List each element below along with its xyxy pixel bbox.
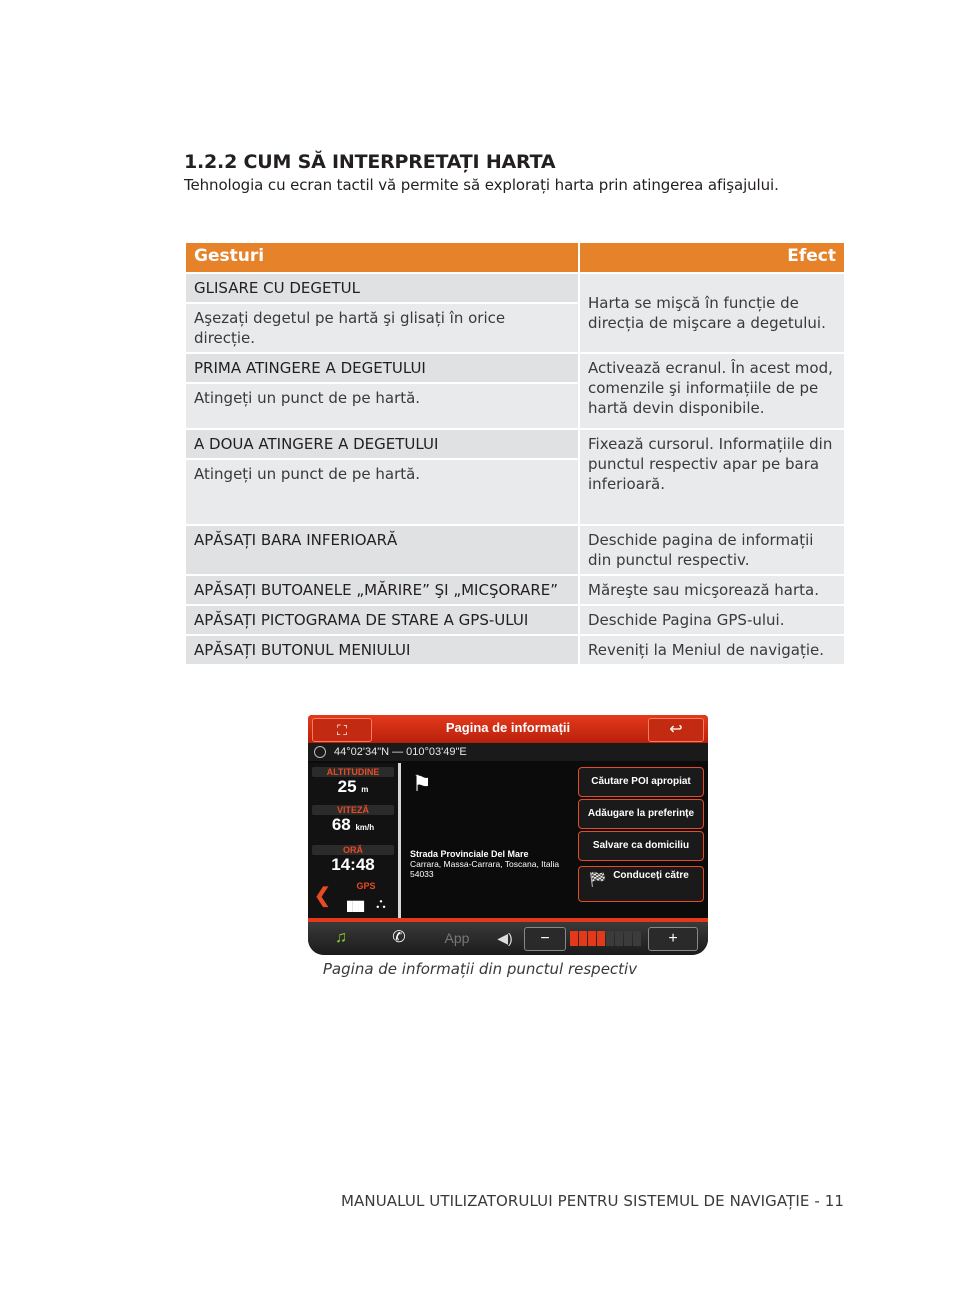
- gesture-name: APĂSAȚI BUTOANELE „MĂRIRE” ŞI „MICŞORARE”: [185, 575, 579, 605]
- header-gesture: Gesturi: [185, 242, 579, 273]
- section-heading: 1.2.2 CUM SĂ INTERPRETAȚI HARTA: [184, 151, 556, 173]
- time-stat: [312, 845, 394, 875]
- coordinates-text: 44°02'34"N — 010°03'49"E: [334, 746, 467, 758]
- table-row: [185, 353, 845, 383]
- map-icon: ⛶: [337, 722, 347, 738]
- gesture-description: Atingeți un punct de pe hartă.: [185, 383, 579, 429]
- phone-button[interactable]: [374, 927, 424, 949]
- screen-top-bar: [308, 715, 708, 743]
- gesture-name: APĂSAȚI BUTONUL MENIULUI: [185, 635, 579, 665]
- gesture-name: A DOUA ATINGERE A DEGETULUI: [185, 429, 579, 459]
- info-page-screenshot: [308, 715, 708, 955]
- section-intro: Tehnologia cu ecran tactil vă permite să explorați harta prin atingerea afişajului.: [184, 176, 779, 194]
- time-value: 14:48: [331, 855, 375, 874]
- phone-icon: ✆: [392, 929, 406, 946]
- volume-segment: [606, 931, 614, 946]
- altitude-stat: [312, 767, 394, 800]
- gesture-name: PRIMA ATINGERE A DEGETULUI: [185, 353, 579, 383]
- gesture-effect: Activează ecranul. În acest mod, comenzile şi informațiile de pe hartă devin disponibile.: [579, 353, 845, 429]
- gesture-name: GLISARE CU DEGETUL: [185, 273, 579, 303]
- table-header-row: [185, 242, 845, 273]
- gps-target-icon: [314, 746, 326, 758]
- search-poi-button[interactable]: Căutare POI apropiat: [578, 767, 704, 797]
- speed-stat: [312, 805, 394, 838]
- volume-segment: [597, 931, 605, 946]
- speed-label: VITEZĂ: [312, 805, 394, 815]
- address-street: Strada Provinciale Del Mare: [410, 849, 529, 859]
- gesture-effect: Măreşte sau micşorează harta.: [579, 575, 845, 605]
- table-row: [185, 635, 845, 665]
- gesture-effect: Harta se mişcă în funcție de direcția de mişcare a degetului.: [579, 273, 845, 353]
- table-row: [185, 429, 845, 459]
- volume-segment: [633, 931, 641, 946]
- back-button[interactable]: [648, 718, 704, 742]
- screen-title: Pagina de informații: [445, 720, 571, 735]
- table-row: [185, 525, 845, 575]
- gesture-effect: Deschide Pagina GPS-ului.: [579, 605, 845, 635]
- address: [410, 849, 559, 879]
- volume-segment: [615, 931, 623, 946]
- header-effect: Efect: [579, 242, 845, 273]
- gps-stat[interactable]: [338, 881, 394, 891]
- figure-caption: Pagina de informații din punctul respectiv: [322, 960, 638, 978]
- left-arrow-icon[interactable]: ❮: [314, 885, 331, 907]
- gestures-table: [184, 241, 846, 666]
- status-panel: [308, 763, 401, 919]
- table-row: [185, 273, 845, 303]
- volume-segment: [579, 931, 587, 946]
- screen-bottom-bar: [308, 922, 708, 955]
- address-zip: 54033: [410, 869, 434, 879]
- drive-to-button[interactable]: [578, 866, 704, 902]
- gps-label: GPS: [356, 881, 376, 891]
- table-row: [185, 605, 845, 635]
- signal-bars-icon: ▮▮▮: [346, 897, 364, 913]
- volume-level[interactable]: [570, 931, 644, 946]
- drive-to-label: Conduceți către: [613, 870, 689, 881]
- volume-segment: [588, 931, 596, 946]
- volume-segment: [570, 931, 578, 946]
- app-button[interactable]: App: [444, 930, 470, 946]
- volume-up-button[interactable]: +: [648, 927, 698, 951]
- gesture-effect: Reveniți la Meniul de navigație.: [579, 635, 845, 665]
- gesture-name: APĂSAȚI PICTOGRAMA DE STARE A GPS-ULUI: [185, 605, 579, 635]
- altitude-value: 25 m: [337, 777, 369, 796]
- table-row: [185, 575, 845, 605]
- turn-flag-icon: ⚑: [412, 771, 432, 796]
- satellite-icon: ⛬: [376, 895, 386, 911]
- music-icon: ♫: [335, 929, 347, 946]
- gesture-name: APĂSAȚI BARA INFERIOARĂ: [185, 525, 579, 575]
- speed-value: 68 km/h: [331, 815, 375, 834]
- location-info: [402, 763, 572, 919]
- altitude-label: ALTITUDINE: [312, 767, 394, 777]
- coordinates-bar: [308, 743, 708, 761]
- add-favorite-button[interactable]: Adăugare la preferințe: [578, 799, 704, 829]
- volume-segment: [624, 931, 632, 946]
- gesture-effect: Fixează cursorul. Informațiile din punctul respectiv apar pe bara inferioară.: [579, 429, 845, 525]
- gesture-effect: Deschide pagina de informații din punctul respectiv.: [579, 525, 845, 575]
- address-city: Carrara, Massa-Carrara, Toscana, Italia: [410, 859, 560, 869]
- time-label: ORĂ: [312, 845, 394, 855]
- gesture-description: Aşezați degetul pe hartă şi glisați în orice direcție.: [185, 303, 579, 353]
- back-icon: ↩: [669, 721, 683, 738]
- gesture-description: Atingeți un punct de pe hartă.: [185, 459, 579, 525]
- page-footer: MANUALUL UTILIZATORULUI PENTRU SISTEMUL DE NAVIGAȚIE - 11: [341, 1192, 844, 1210]
- speaker-icon: ◀): [497, 930, 513, 946]
- checkered-flag-icon: 🏁: [589, 871, 607, 887]
- music-button[interactable]: [316, 927, 366, 949]
- save-home-button[interactable]: Salvare ca domiciliu: [578, 831, 704, 861]
- volume-down-button[interactable]: −: [524, 927, 566, 951]
